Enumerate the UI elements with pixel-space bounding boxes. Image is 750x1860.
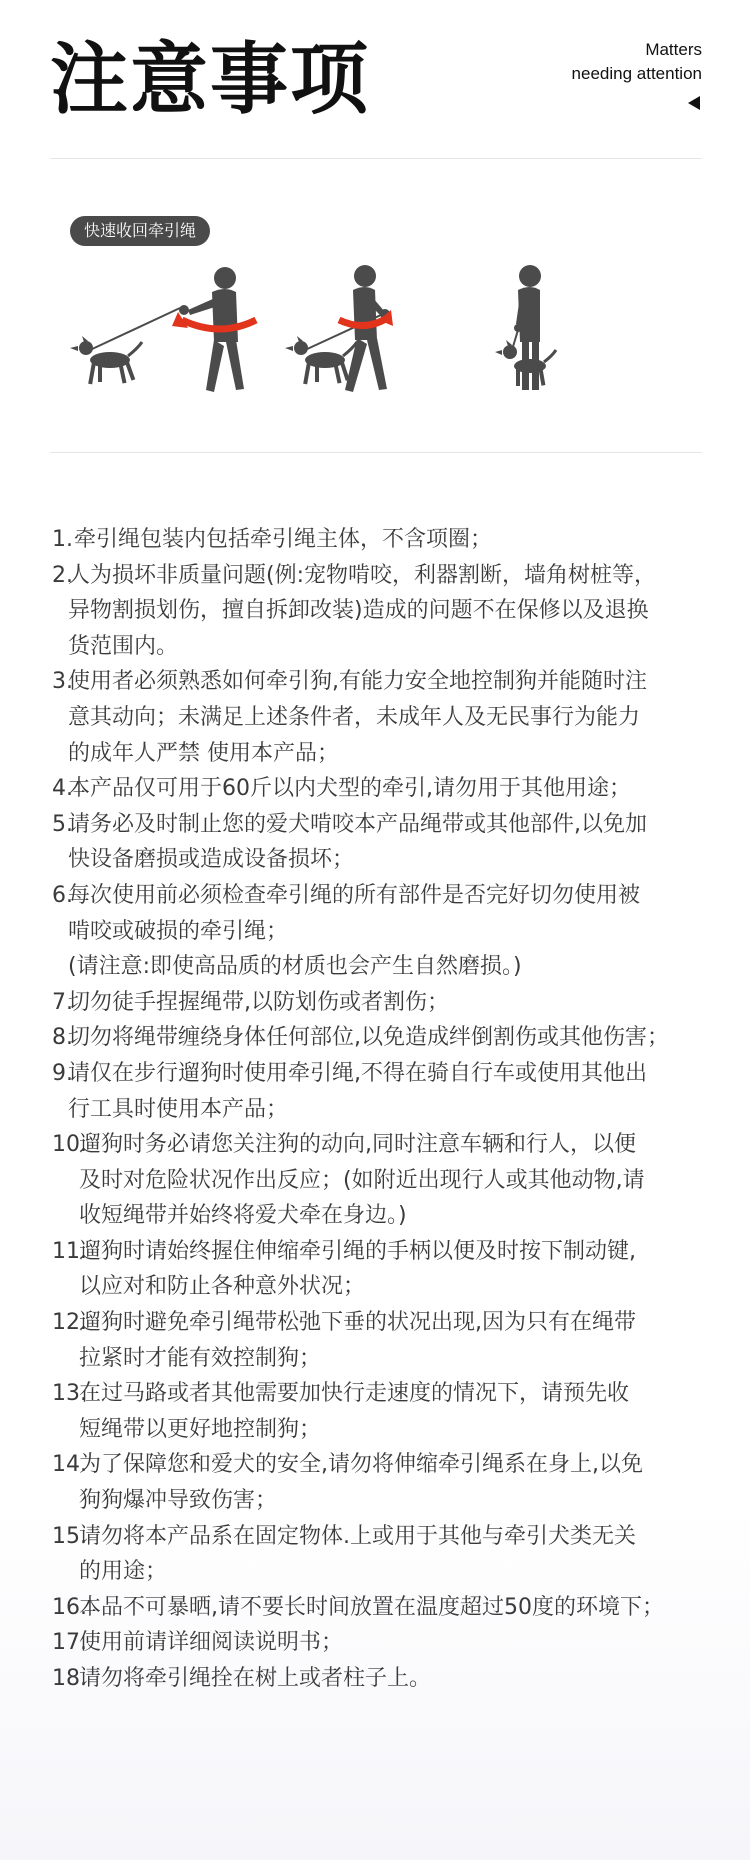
quick-retract-badge: 快速收回牵引绳 [70,216,210,246]
note-item [52,985,742,1021]
note-number: 1. [52,527,73,552]
note-number: 13. [52,1381,87,1407]
note-text: 遛狗时请始终握住伸缩牵引绳的手柄以便及时按下制动键, 以应对和防止各种意外状况； [79,1238,636,1300]
note-number: 8. [52,1025,73,1051]
note-text: 请务必及时制止您的爱犬啃咬本产品绳带或其他部件,以免加 快设备磨损或造成设备损坏； [68,811,647,873]
note-number: 12. [52,1310,87,1336]
note-item [52,1625,742,1661]
note-item [52,771,742,807]
note-item [52,1590,742,1626]
note-text: 本产品仅可用于60斤以内犬型的牵引,请勿用于其他用途； [68,776,631,802]
note-item [52,1519,742,1590]
note-number: 10. [52,1132,87,1158]
subtitle-line-1: Matters [645,40,702,59]
note-item [52,522,742,558]
note-text: 人为损坏非质量问题(例:宠物啃咬，利器割断，墙角树桩等， 异物割损划伤，擅自拆卸改装)造成的问题不在保修以及退换 货范围内。 [68,562,656,659]
header [50,30,702,130]
note-text: 每次使用前必须检查牵引绳的所有部件是否完好切勿使用被 啃咬或破损的牵引绳； (请注意:即使高品质的材质也会产生自然磨损。) [68,882,641,980]
leash-illustration [60,250,660,400]
notes-list [52,522,742,1697]
note-item [52,1376,742,1447]
note-item [52,1056,742,1127]
note-item [52,1234,742,1305]
note-text: 使用前请详细阅读说明书； [79,1630,344,1656]
note-number: 14. [52,1452,87,1478]
note-number: 16. [52,1594,87,1620]
note-number: 17. [52,1630,87,1656]
note-item [52,1127,742,1234]
walker-extended-figure [70,267,256,392]
note-text: 请勿将本产品系在固定物体.上或用于其他与牵引犬类无关 的用途； [79,1523,636,1585]
walker-retracted-figure [495,265,556,390]
note-text: 请勿将牵引绳拴在树上或者柱子上。 [79,1666,432,1691]
note-text: 在过马路或者其他需要加快行走速度的情况下，请预先收 短绳带以更好地控制狗； [79,1381,630,1442]
note-number: 9. [52,1060,73,1086]
walker-retracting-figure [285,265,393,392]
note-text: 为了保障您和爱犬的安全,请勿将伸缩牵引绳系在身上,以免 狗狗爆冲导致伤害； [79,1452,643,1514]
note-item [52,878,742,985]
note-text: 本品不可暴晒,请不要长时间放置在温度超过50度的环境下； [79,1594,664,1620]
divider-top [50,158,702,159]
triangle-left-icon [688,96,700,110]
note-text: 切勿将绳带缠绕身体任何部位,以免造成绊倒割伤或其他伤害； [68,1025,669,1051]
note-number: 2. [52,562,73,588]
note-number: 4. [52,776,73,802]
divider-bottom [50,452,702,453]
note-text: 切勿徒手捏握绳带,以防划伤或者割伤； [68,989,449,1015]
note-number: 3. [52,669,73,695]
note-item [52,1661,742,1697]
note-text: 使用者必须熟悉如何牵引狗,有能力安全地控制狗并能随时注 意其动向；未满足上述条件者，未成年人及无民事行为能力 的成年人严禁 使用本产品； [68,669,647,766]
note-item [52,664,742,771]
note-number: 6. [52,882,73,908]
note-item [52,1447,742,1518]
note-item [52,558,742,665]
note-item [52,1305,742,1376]
page-subtitle [572,38,702,86]
note-item [52,1020,742,1056]
note-number: 18. [52,1666,87,1691]
note-number: 5. [52,811,73,837]
page-title: 注意事项 [50,35,371,125]
note-text: 牵引绳包装内包括牵引绳主体，不含项圈； [74,527,493,552]
note-item [52,807,742,878]
note-text: 请仅在步行遛狗时使用牵引绳,不得在骑自行车或使用其他出 行工具时使用本产品； [68,1060,647,1122]
note-number: 15. [52,1523,87,1549]
subtitle-line-2: needing attention [571,64,702,83]
note-number: 7. [52,989,73,1015]
note-text: 遛狗时避免牵引绳带松弛下垂的状况出现,因为只有在绳带 拉紧时才能有效控制狗； [79,1310,636,1371]
note-number: 11. [52,1238,87,1264]
note-text: 遛狗时务必请您关注狗的动向,同时注意车辆和行人，以便 及时对危险状况作出反应；(如附近出现行人或其他动物,请 收短绳带并始终将爱犬牵在身边。) [79,1132,645,1229]
